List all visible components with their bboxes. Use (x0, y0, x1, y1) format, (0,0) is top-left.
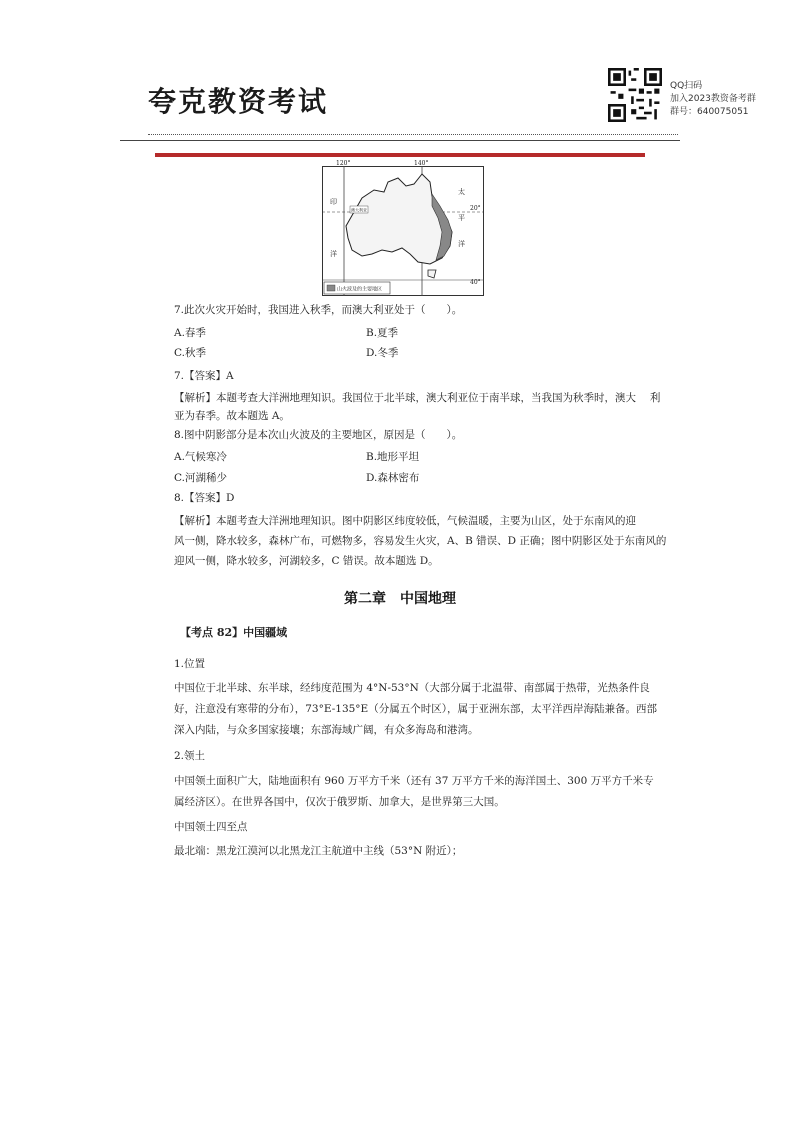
header-divider (120, 140, 680, 141)
lon-label-140: 140° (414, 160, 429, 167)
q7-question: 7.此次火灾开始时，我国进入秋季，而澳大利亚处于（ ）。 (174, 304, 463, 316)
section1-para-line3: 深入内陆，与众多国家接壤；东部海域广阔，有众多海岛和港湾。 (174, 724, 479, 736)
ocean-label-5: 洋 (458, 240, 465, 248)
qr-caption: QQ扫码 加入2023教资备考群 群号：640075051 (670, 81, 756, 117)
q8-analysis-line3: 迎风一侧，降水较多，河湖较多，C 错误。故本题选 D。 (174, 555, 439, 567)
q7-option-a: A.春季 (174, 327, 206, 339)
kaodian-heading: 【考点 82】中国疆域 (180, 626, 288, 639)
lon-label-120: 120° (336, 160, 351, 167)
q8-option-b: B.地形平坦 (366, 451, 420, 463)
q8-option-a: A.气候寒冷 (174, 451, 227, 463)
q7-analysis-line2: 亚为春季。故本题选 A。 (174, 410, 290, 422)
chapter-title: 第二章 中国地理 (344, 591, 456, 607)
q7-option-d: D.冬季 (366, 347, 399, 359)
section2-para-line2: 属经济区）。在世界各国中，仅次于俄罗斯、加拿大，是世界第三大国。 (174, 796, 505, 808)
section1-para-line2: 好，注意没有寒带的分布），73°E-135°E（分属五个时区），属于亚洲东部，太平洋西岸海陆兼备。西部 (174, 703, 657, 715)
qr-code-icon (608, 68, 662, 122)
ocean-label-4: 平 (458, 214, 465, 222)
q8-question: 8.图中阴影部分是本次山火波及的主要地区，原因是（ ）。 (174, 429, 463, 441)
header-dotted-divider (148, 134, 678, 135)
ocean-label-3: 太 (458, 188, 465, 196)
map-legend-label: 山火波及的主要地区 (337, 286, 383, 293)
section1-para-line1: 中国位于北半球、东半球，经纬度范围为 4°N-53°N（大部分属于北温带、南部属于热带，光热条件良 (174, 682, 650, 694)
q8-answer: 8.【答案】D (174, 492, 235, 504)
lat-label-20: 20° (470, 205, 481, 212)
lat-label-40: 40° (470, 279, 481, 286)
inner-map-label: 澳大利亚 (351, 207, 367, 213)
ocean-label-1: 印 (330, 198, 337, 206)
q8-analysis-line2: 风一侧，降水较多，森林广布，可燃物多，容易发生火灾，A、B 错误、D 正确；图中阴影区处于东南风的 (174, 535, 667, 547)
q7-option-b: B.夏季 (366, 327, 399, 339)
red-divider-bar (155, 153, 645, 157)
section1-heading: 1.位置 (174, 658, 206, 670)
q7-option-c: C.秋季 (174, 347, 206, 359)
australia-map (322, 160, 484, 296)
section2-northmost: 最北端：黑龙江漠河以北黑龙江主航道中主线（53°N 附近）； (174, 845, 463, 857)
ocean-label-2: 洋 (330, 250, 337, 258)
q8-analysis-line1: 【解析】本题考查大洋洲地理知识。图中阴影区纬度较低，气候温暖，主要为山区，处于东南风的迎 (174, 515, 636, 527)
section2-heading: 2.领土 (174, 750, 206, 762)
q7-analysis-line1: 【解析】本题考查大洋洲地理知识。我国位于北半球，澳大利亚位于南半球，当我国为秋季时，澳大 利 (174, 392, 661, 404)
q8-option-c: C.河湖稀少 (174, 472, 227, 484)
section2-para-line1: 中国领土面积广大，陆地面积有 960 万平方千米（还有 37 万平方千米的海洋国土、300 万平方千米专 (174, 775, 654, 787)
brand-title: 夸克教资考试 (148, 85, 329, 118)
section2-subheading: 中国领土四至点 (174, 821, 248, 833)
q8-option-d: D.森林密布 (366, 472, 420, 484)
q7-answer: 7.【答案】A (174, 370, 234, 382)
